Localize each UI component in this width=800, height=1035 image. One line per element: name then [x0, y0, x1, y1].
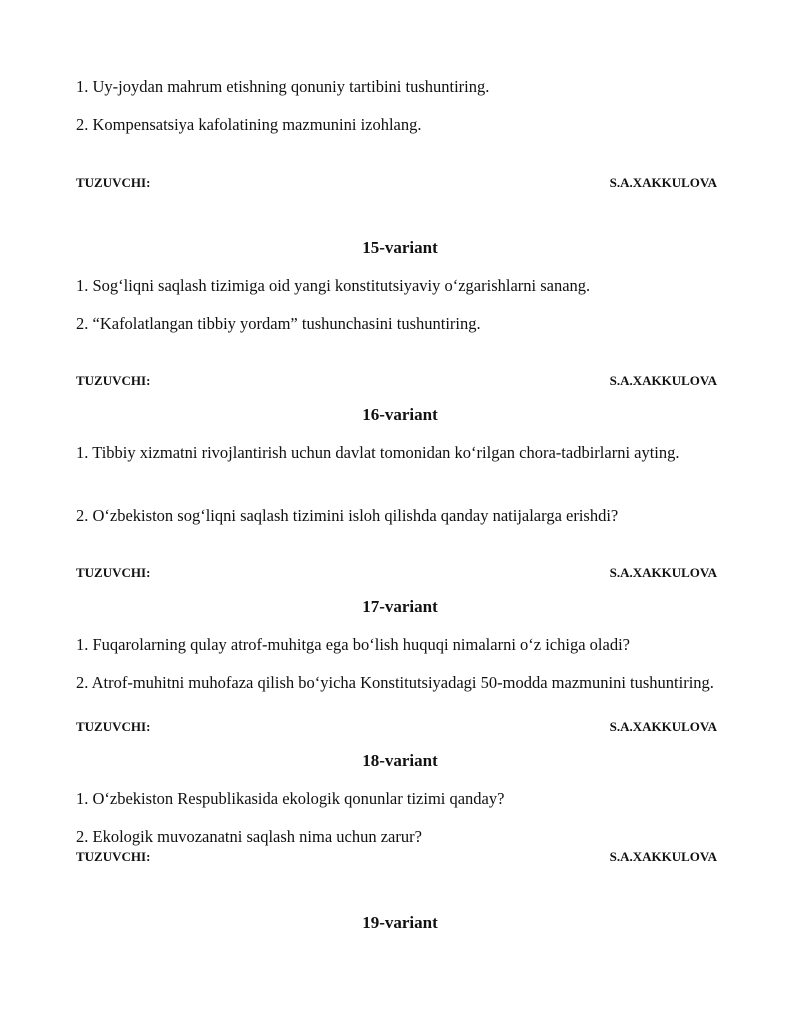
question-2: 2. “Kafolatlangan tibbiy yordam” tushunchasini tushuntiring.	[76, 314, 481, 333]
author-label: TUZUVCHI:	[76, 849, 151, 864]
author-label: TUZUVCHI:	[76, 565, 151, 580]
question-2: 2. O‘zbekiston sog‘liqni saqlash tizimini isloh qilishda qanday natijalarga erishdi?	[76, 506, 619, 525]
variant-heading: 18-variant	[362, 751, 438, 770]
author-name: S.A.XAKKULOVA	[609, 565, 717, 580]
author-name: S.A.XAKKULOVA	[609, 719, 717, 734]
question-1: 1. Fuqarolarning qulay atrof-muhitga ega bo‘lish huquqi nimalarni o‘z ichiga oladi?	[76, 635, 630, 654]
author-name: S.A.XAKKULOVA	[609, 849, 717, 864]
question-2: 2. Ekologik muvozanatni saqlash nima uchun zarur?	[76, 827, 422, 846]
author-name: S.A.XAKKULOVA	[609, 373, 717, 388]
variant-heading: 15-variant	[362, 238, 438, 257]
question-1: 1. O‘zbekiston Respublikasida ekologik qonunlar tizimi qanday?	[76, 789, 505, 808]
variant-heading: 16-variant	[362, 405, 438, 424]
author-label: TUZUVCHI:	[76, 373, 151, 388]
question-2: 2. Kompensatsiya kafolatining mazmunini izohlang.	[76, 115, 422, 134]
variant-heading: 17-variant	[362, 597, 438, 616]
question-1: 1. Sog‘liqni saqlash tizimiga oid yangi konstitutsiyaviy o‘zgarishlarni sanang.	[76, 276, 591, 295]
question-2: 2. Atrof-muhitni muhofaza qilish bo‘yicha Konstitutsiyadagi 50-modda mazmunini tushuntiring.	[76, 673, 714, 692]
variant-heading: 19-variant	[362, 913, 438, 932]
question-1: 1. Uy-joydan mahrum etishning qonuniy tartibini tushuntiring.	[76, 77, 490, 96]
question-1: 1. Tibbiy xizmatni rivojlantirish uchun davlat tomonidan ko‘rilgan chora-tadbirlarni ayting.	[76, 443, 680, 462]
author-label: TUZUVCHI:	[76, 719, 151, 734]
author-name: S.A.XAKKULOVA	[609, 175, 717, 190]
author-label: TUZUVCHI:	[76, 175, 151, 190]
